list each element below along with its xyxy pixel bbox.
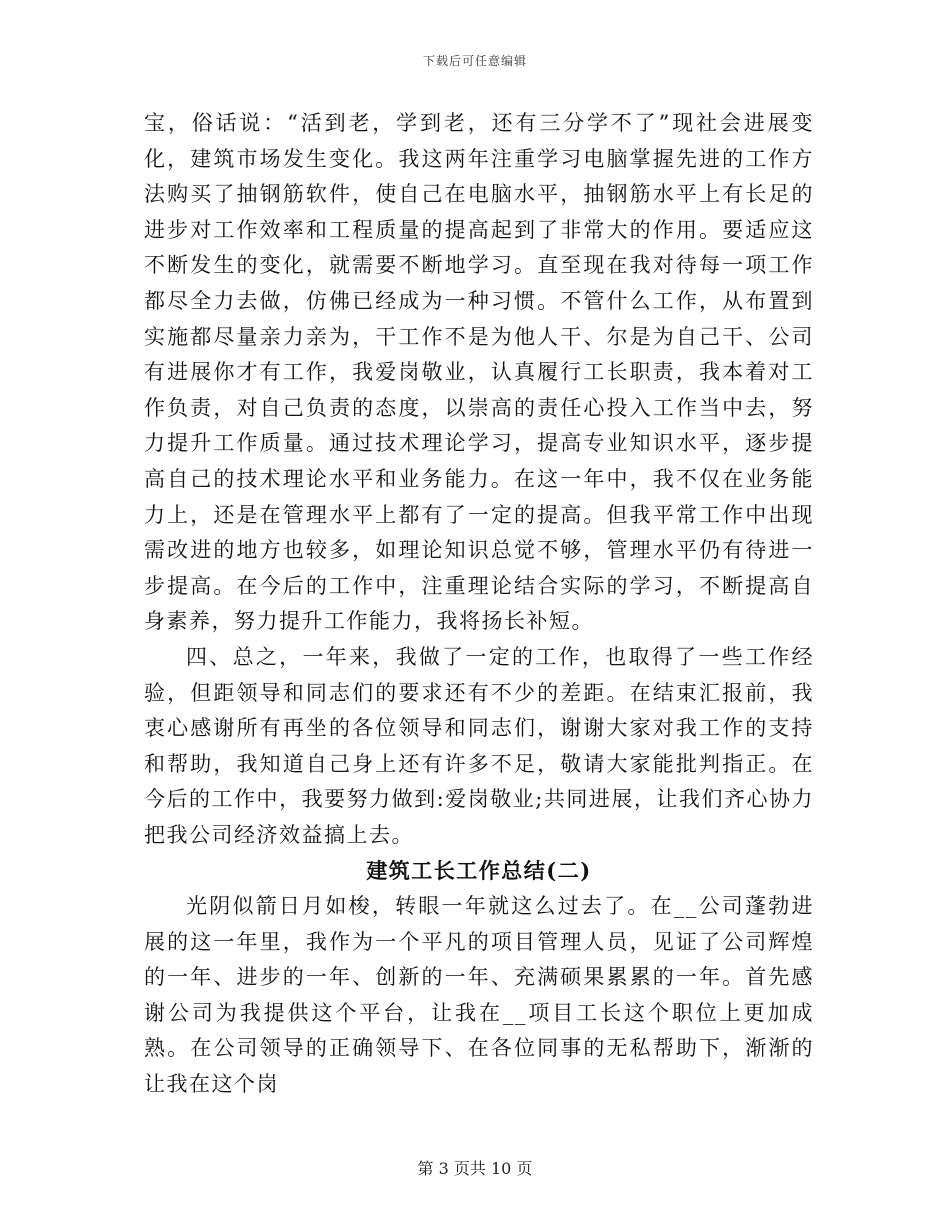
body-paragraph-summary: 四、总之，一年来，我做了一定的工作，也取得了一些工作经验，但距领导和同志们的要求还有不少的差距。在结束汇报前，我衷心感谢所有再坐的各位领导和同志们，谢谢大家对我工作的支持和帮助，我知道自己身上还有许多不足，敬请大家能批判指正。在今后的工作中，我要努力做到:爱岗敬业;共同进展，让我们齐心协力把我公司经济效益搞上去。 <box>144 644 814 847</box>
document-body <box>144 106 814 1103</box>
page-header: 下载后可任意编辑 <box>422 54 527 68</box>
page-number: 第 3 页共 10 页 <box>417 1159 533 1178</box>
section-title: 建筑工长工作总结(二) <box>366 858 592 884</box>
body-paragraph-continuation: 宝，俗话说：“活到老，学到老，还有三分学不了”现社会进展变化，建筑市场发生变化。我这两年注重学习电脑掌握先进的工作方法购买了抽钢筋软件，使自己在电脑水平，抽钢筋水平上有长足的进步对工作效率和工程质量的提高起到了非常大的作用。要适应这不断发生的变化，就需要不断地学习。直至现在我对待每一项工作都尽全力去做，仿佛已经成为一种习惯。不管什么工作，从布置到实施都尽量亲力亲为，干工作不是为他人干、尔是为自己干、公司有进展你才有工作，我爱岗敬业，认真履行工长职责，我本着对工作负责，对自己负责的态度，以崇高的责任心投入工作当中去，努力提升工作质量。通过技术理论学习，提高专业知识水平，逐步提高自己的技术理论水平和业务能力。在这一年中，我不仅在业务能力上，还是在管理水平上都有了一定的提高。但我平常工作中出现需改进的地方也较多，如理论知识总觉不够，管理水平仍有待进一步提高。在今后的工作中，注重理论结合实际的学习，不断提高自身素养，努力提升工作能力，我将扬长补短。 <box>144 111 814 634</box>
section-paragraph: 光阴似箭日月如梭，转眼一年就这么过去了。在__公司蓬勃进展的这一年里，我作为一个平凡的项目管理人员，见证了公司辉煌的一年、进步的一年、创新的一年、充满硕果累累的一年。首先感谢公司为我提供这个平台，让我在__项目工长这个职位上更加成熟。在公司领导的正确领导下、在各位同事的无私帮助下，渐渐的让我在这个岗 <box>144 894 814 1097</box>
